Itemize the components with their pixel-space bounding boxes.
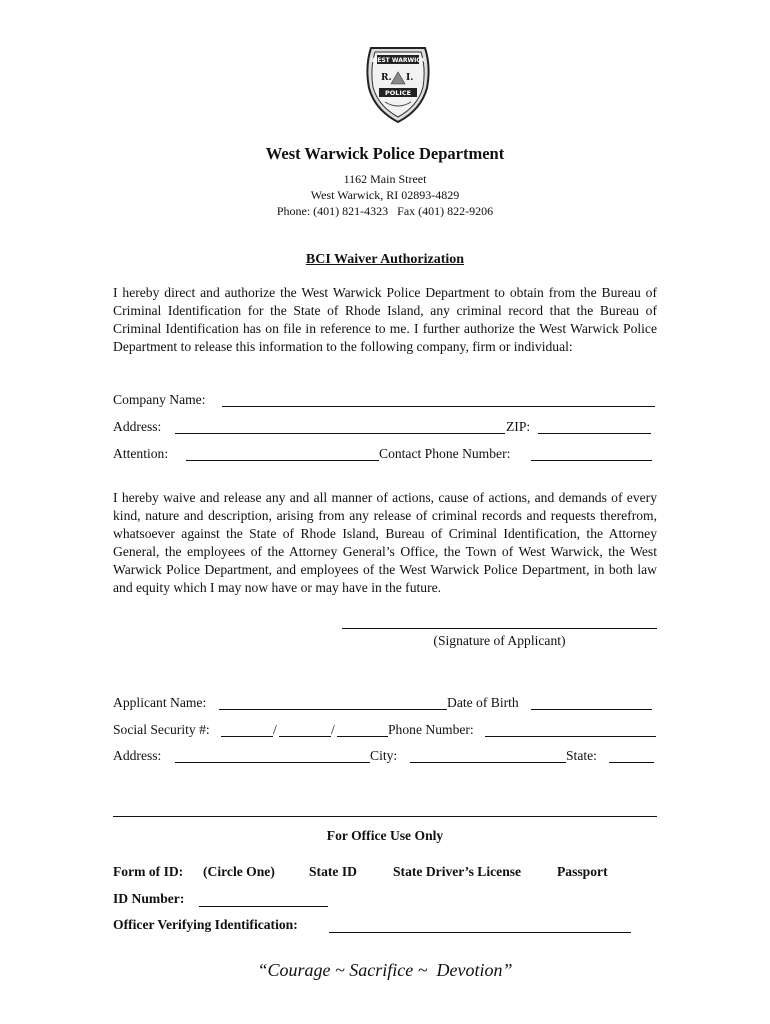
- section-divider: [113, 816, 657, 817]
- officer-verifying-field[interactable]: [329, 932, 631, 933]
- state-field[interactable]: [609, 762, 654, 763]
- city-field[interactable]: [410, 762, 566, 763]
- ssn-label: Social Security #:: [113, 722, 210, 737]
- company-name-label: Company Name:: [113, 392, 206, 407]
- id-number-label: ID Number:: [113, 891, 185, 906]
- office-use-title: For Office Use Only: [326, 828, 444, 843]
- authorization-paragraph: I hereby direct and authorize the West Warwick Police Department to obtain from the Bureau of Criminal Identification for the State of Rhode Island, any criminal record that the Bureau of Criminal Identification has on file in reference to me. I further authorize the West Warwick Police Department to release this information to the following company, firm or individual:: [113, 285, 657, 354]
- officer-verifying-label: Officer Verifying Identification:: [113, 917, 298, 932]
- dob-field[interactable]: [531, 709, 652, 710]
- seal-right-letter: I.: [406, 73, 414, 83]
- applicant-name-label: Applicant Name:: [113, 695, 207, 710]
- attention-label: Attention:: [113, 446, 169, 461]
- ssn-separator: /: [331, 722, 335, 737]
- contact-phone-label: Contact Phone Number:: [379, 446, 511, 461]
- applicant-phone-label: Phone Number:: [388, 722, 474, 737]
- dob-label: Date of Birth: [447, 695, 519, 710]
- form-of-id-label: Form of ID:: [113, 864, 184, 879]
- department-city: West Warwick, RI 02893-4829: [310, 188, 460, 202]
- form-title: BCI Waiver Authorization: [305, 252, 465, 267]
- signature-field[interactable]: [342, 628, 657, 629]
- city-label: City:: [370, 748, 398, 763]
- circle-one-label: (Circle One): [203, 864, 275, 879]
- company-name-field[interactable]: [222, 406, 655, 407]
- option-state-id[interactable]: State ID: [309, 864, 357, 879]
- applicant-phone-field[interactable]: [485, 736, 656, 737]
- department-phone-fax: Phone: (401) 821-4323 Fax (401) 822-9206: [276, 204, 494, 218]
- department-name: West Warwick Police Department: [265, 144, 505, 163]
- seal-bottom-text: POLICE: [384, 89, 412, 97]
- department-motto: “Courage ~ Sacrifice ~ Devotion”: [257, 960, 513, 980]
- department-street: 1162 Main Street: [343, 172, 427, 186]
- applicant-address-field[interactable]: [175, 762, 370, 763]
- zip-label: ZIP:: [506, 419, 531, 434]
- option-drivers-license[interactable]: State Driver’s License: [393, 864, 522, 879]
- attention-field[interactable]: [186, 460, 379, 461]
- form-title-wrap: [0, 252, 770, 268]
- id-number-field[interactable]: [199, 906, 328, 907]
- ssn-part2-field[interactable]: [279, 736, 331, 737]
- contact-phone-field[interactable]: [531, 460, 652, 461]
- ssn-part3-field[interactable]: [337, 736, 388, 737]
- option-passport[interactable]: Passport: [557, 864, 608, 879]
- waiver-paragraph: I hereby waive and release any and all manner of actions, cause of actions, and demands of every kind, nature and description, arising from any release of criminal records and requests therefrom, whatsoever against the State of Rhode Island, Bureau of Criminal Identification, the Attorney General, the employees of the Attorney General’s Office, the Town of West Warwick, the West Warwick Police Department, and employees of the West Warwick Police Department, in both law and equity which I may now have or may have in the future.: [113, 490, 657, 595]
- police-seal-logo: [363, 44, 433, 124]
- ssn-part1-field[interactable]: [221, 736, 273, 737]
- signature-label: (Signature of Applicant): [433, 633, 566, 648]
- seal-left-letter: R.: [381, 73, 392, 83]
- company-address-label: Address:: [113, 419, 162, 434]
- zip-field[interactable]: [538, 433, 651, 434]
- ssn-separator: /: [273, 722, 277, 737]
- applicant-name-field[interactable]: [219, 709, 447, 710]
- state-label: State:: [566, 748, 597, 763]
- company-address-field[interactable]: [175, 433, 505, 434]
- seal-top-text: WEST WARWICK: [370, 57, 426, 64]
- applicant-address-label: Address:: [113, 748, 162, 763]
